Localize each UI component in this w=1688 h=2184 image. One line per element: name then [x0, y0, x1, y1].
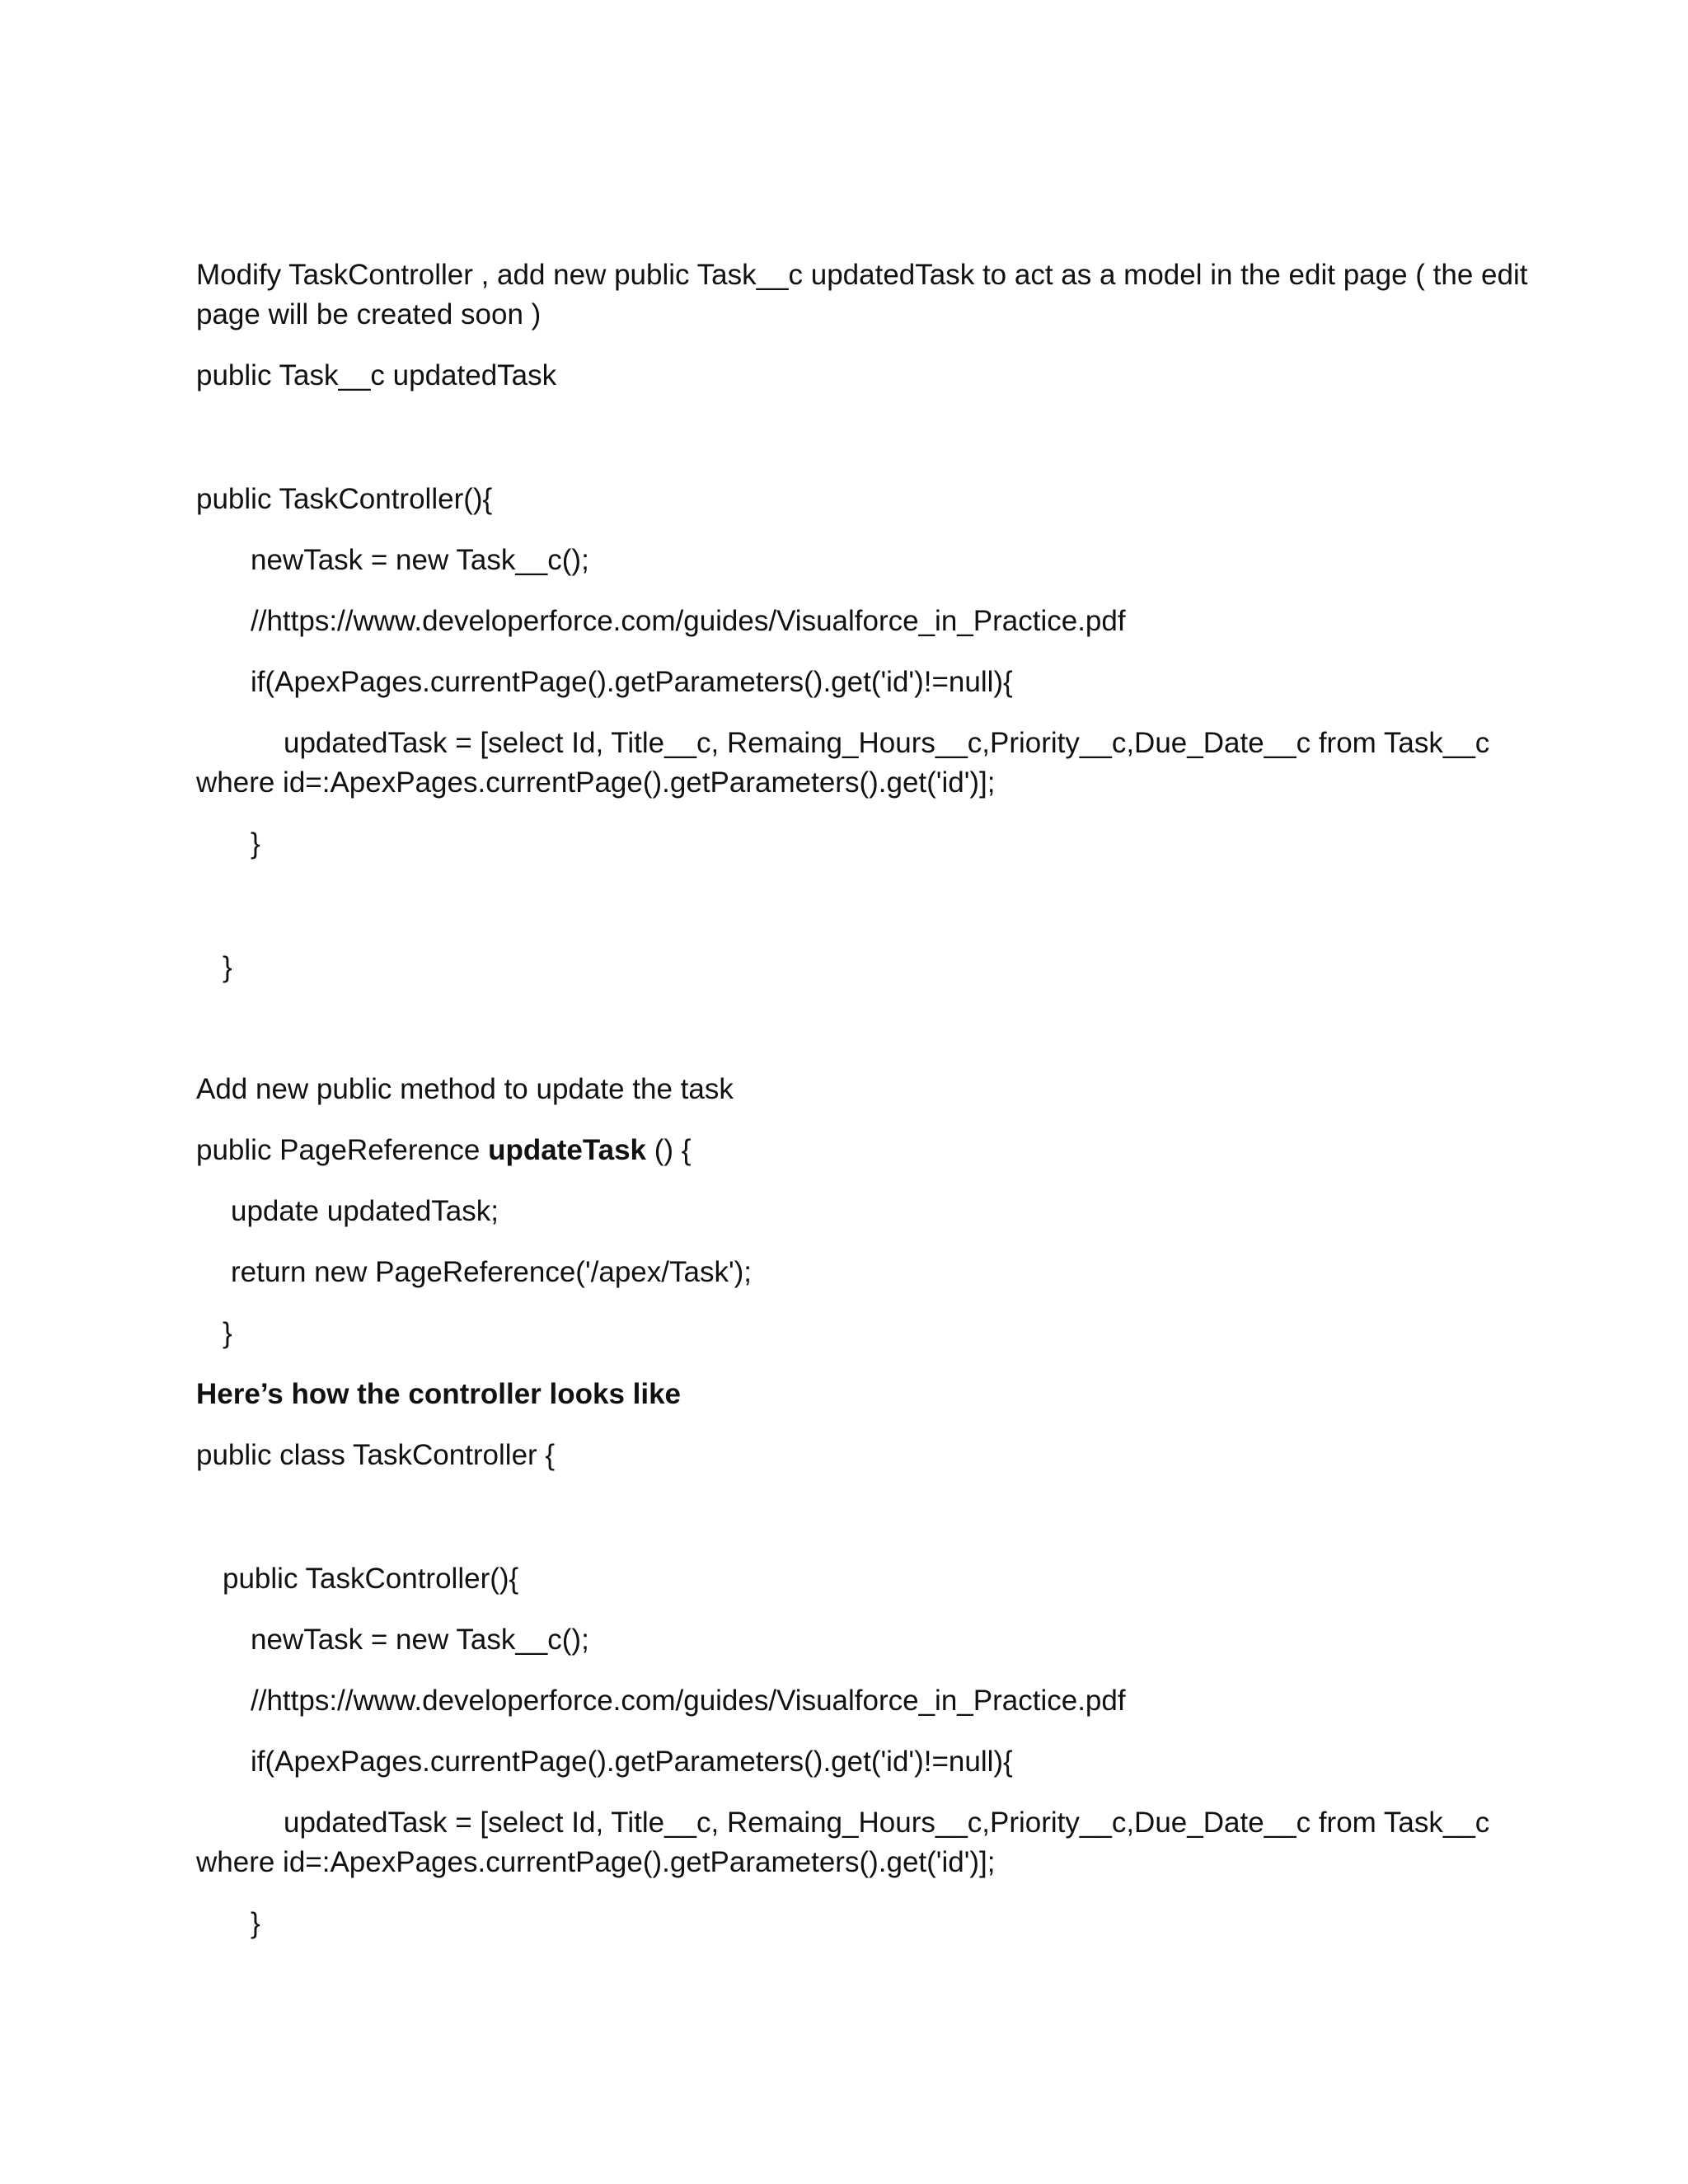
constructor-close: }: [223, 951, 232, 983]
controller-heading: Here’s how the controller looks like: [196, 1378, 682, 1410]
constructor-new-task: newTask = new Task__c();: [251, 544, 589, 576]
constructor-query-line-1: updatedTask = [select Id, Title__c, Remaing_Hours__c,Priority__c,Due_Date__c from Task__c: [284, 727, 1490, 759]
method-update-line: update updatedTask;: [231, 1195, 499, 1227]
method-close: }: [223, 1317, 232, 1349]
method-return-line: return new PageReference('/apex/Task');: [231, 1256, 753, 1288]
intro-line-2: page will be created soon ): [196, 298, 542, 330]
constructor-header: public TaskController(){: [196, 483, 493, 515]
constructor-comment: //https://www.developerforce.com/guides/Visualforce_in_Practice.pdf: [251, 605, 1126, 637]
constructor2-query-line-1: updatedTask = [select Id, Title__c, Remaing_Hours__c,Priority__c,Due_Date__c from Task__c: [284, 1807, 1490, 1839]
constructor2-header: public TaskController(){: [223, 1563, 519, 1595]
method-signature-suffix: () {: [646, 1134, 692, 1166]
constructor2-query-line-2: where id=:ApexPages.currentPage().getParameters().get('id')];: [196, 1846, 996, 1878]
constructor2-new-task: newTask = new Task__c();: [251, 1624, 589, 1656]
method-signature: [196, 1131, 691, 1170]
constructor-if-line: if(ApexPages.currentPage().getParameters().get('id')!=null){: [251, 666, 1013, 698]
constructor2-comment: //https://www.developerforce.com/guides/Visualforce_in_Practice.pdf: [251, 1685, 1126, 1717]
class-header: public class TaskController {: [196, 1439, 556, 1471]
constructor2-if-line: if(ApexPages.currentPage().getParameters().get('id')!=null){: [251, 1746, 1013, 1778]
method-signature-prefix: public PageReference: [196, 1134, 489, 1166]
constructor2-if-close: }: [251, 1907, 260, 1939]
constructor-if-close: }: [251, 827, 260, 860]
method-intro: Add new public method to update the task: [196, 1073, 734, 1105]
updated-task-declaration: public Task__c updatedTask: [196, 359, 557, 391]
intro-line-1: Modify TaskController , add new public Task__c updatedTask to act as a model in the edit page ( the edit: [196, 259, 1528, 291]
method-signature-name: updateTask: [488, 1134, 647, 1166]
constructor-query-line-2: where id=:ApexPages.currentPage().getParameters().get('id')];: [196, 766, 996, 799]
